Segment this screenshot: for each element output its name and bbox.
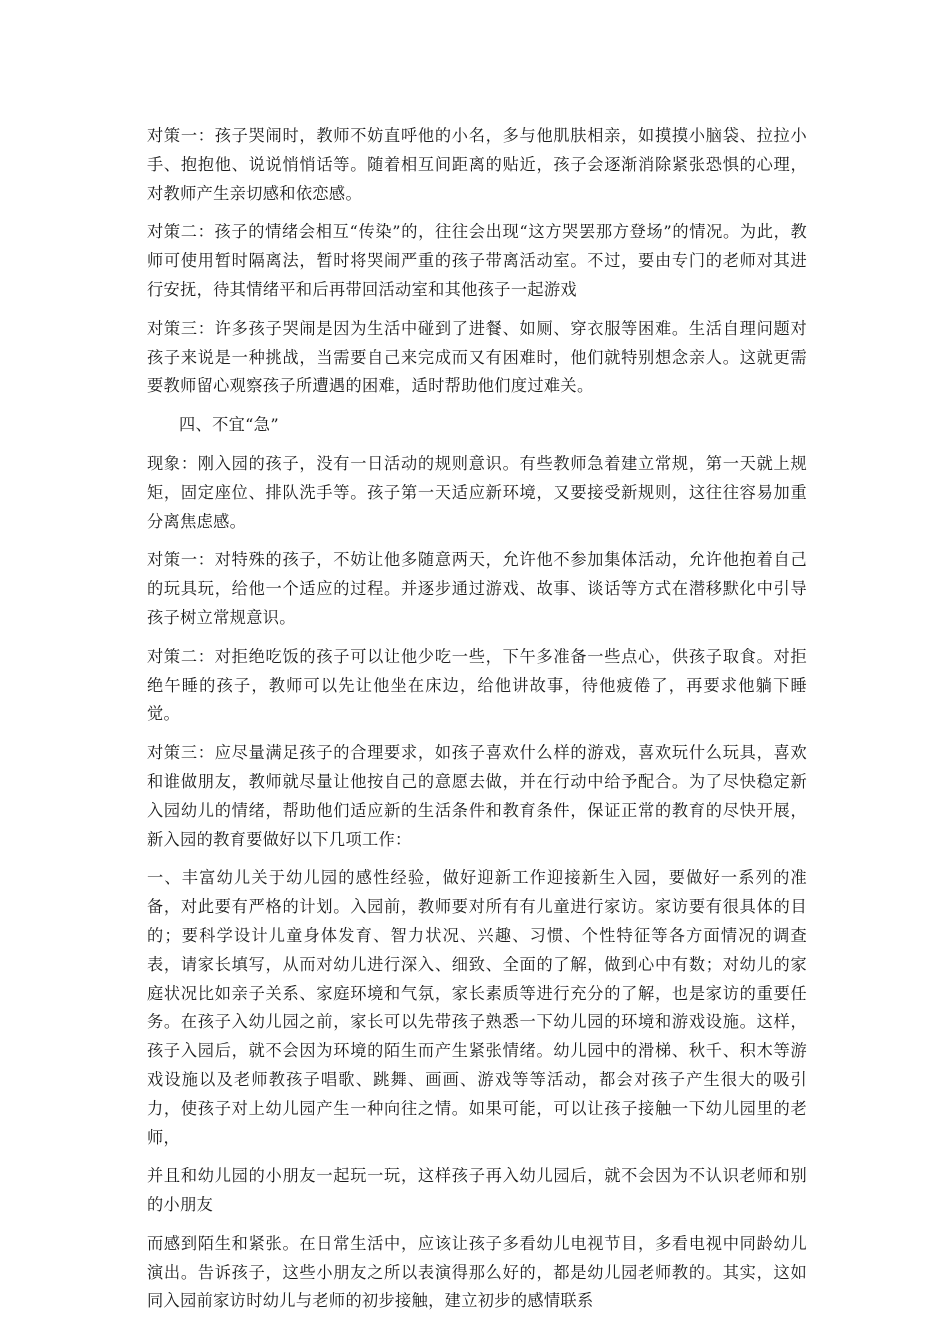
paragraph-strategy-1b: 对策一：对特殊的孩子，不妨让他多随意两天，允许他不参加集体活动，允许他抱着自己的玩具玩，给他一个适应的过程。并逐步通过游戏、故事、谈话等方式在潜移默化中引导孩子树立常规意识。 [147,550,807,627]
section-heading: 四、不宜“急” [179,415,279,435]
paragraph-phenomenon: 现象：刚入园的孩子，没有一日活动的规则意识。有些教师急着建立常规，第一天就上规矩，固定座位、排队洗手等。孩子第一天适应新环境，又要接受新规则，这往往容易加重分离焦虑感。 [147,453,807,531]
paragraph-item-1: 一、丰富幼儿关于幼儿园的感性经验，做好迎新工作迎接新生入园，要做好一系列的准备，对此要有严格的计划。入园前，教师要对所有有儿童进行家访。家访要有很具体的目的；要科学设计儿童身体发育、智力状况、兴趣、习惯、个性特征等各方面情况的调查表，请家长填写，从而对幼儿进行深入、细致、全面的了解，做到心中有数；对幼儿的家庭状况比如亲子关系、家庭环境和气氛，家长素质等进行充分的了解，也是家访的重要任务。在孩子入幼儿园之前，家长可以先带孩子熟悉一下幼儿园的环境和游戏设施。这样，孩子入园后，就不会因为环境的陌生而产生紧张情绪。幼儿园中的滑梯、秋千、积木等游戏设施以及老师教孩子唱歌、跳舞、画画、游戏等等活动，都会对孩子产生很大的吸引力，使孩子对上幼儿园产生一种向往之情。如果可能，可以让孩子接触一下幼儿园里的老师， [147,868,807,1147]
paragraph-strategy-3: 对策三：许多孩子哭闹是因为生活中碰到了进餐、如厕、穿衣服等困难。生活自理问题对孩子来说是一种挑战，当需要自己来完成而又有困难时，他们就特别想念亲人。这就更需要教师留心观察孩子所遭遇的困难，适时帮助他们度过难关。 [147,318,807,396]
paragraph-continuation-2: 而感到陌生和紧张。在日常生活中，应该让孩子多看幼儿电视节目，多看电视中同龄幼儿演出。告诉孩子，这些小朋友之所以表演得那么好的，都是幼儿园老师教的。其实，这如同入园前家访时幼儿与老师的初步接触，建立初步的感情联系 [147,1233,807,1311]
paragraph-strategy-2b: 对策二：对拒绝吃饭的孩子可以让他少吃一些，下午多准备一些点心，供孩子取食。对拒绝午睡的孩子，教师可以先让他坐在床边，给他讲故事，待他疲倦了，再要求他躺下睡觉。 [147,646,807,724]
paragraph-strategy-1: 对策一：孩子哭闹时，教师不妨直呼他的小名，多与他肌肤相亲，如摸摸小脑袋、拉拉小手、抱抱他、说说悄悄话等。随着相互间距离的贴近，孩子会逐渐消除紧张恐惧的心理，对教师产生亲切感和依恋感。 [147,126,807,203]
document-body [147,122,807,1326]
paragraph-continuation-1: 并且和幼儿园的小朋友一起玩一玩，这样孩子再入幼儿园后，就不会因为不认识老师和别的小朋友 [147,1166,807,1215]
paragraph-strategy-2: 对策二：孩子的情绪会相互“传染”的，往往会出现“这方哭罢那方登场”的情况。为此，教师可使用暂时隔离法，暂时将哭闹严重的孩子带离活动室。不过，要由专门的老师对其进行安抚，待其情绪平和后再带回活动室和其他孩子一起游戏 [147,222,807,299]
paragraph-strategy-3b: 对策三：应尽量满足孩子的合理要求，如孩子喜欢什么样的游戏，喜欢玩什么玩具，喜欢和谁做朋友，教师就尽量让他按自己的意愿去做，并在行动中给予配合。为了尽快稳定新入园幼儿的情绪，帮助他们适应新的生活条件和教育条件，保证正常的教育的尽快开展，新入园的教育要做好以下几项工作： [147,743,807,849]
